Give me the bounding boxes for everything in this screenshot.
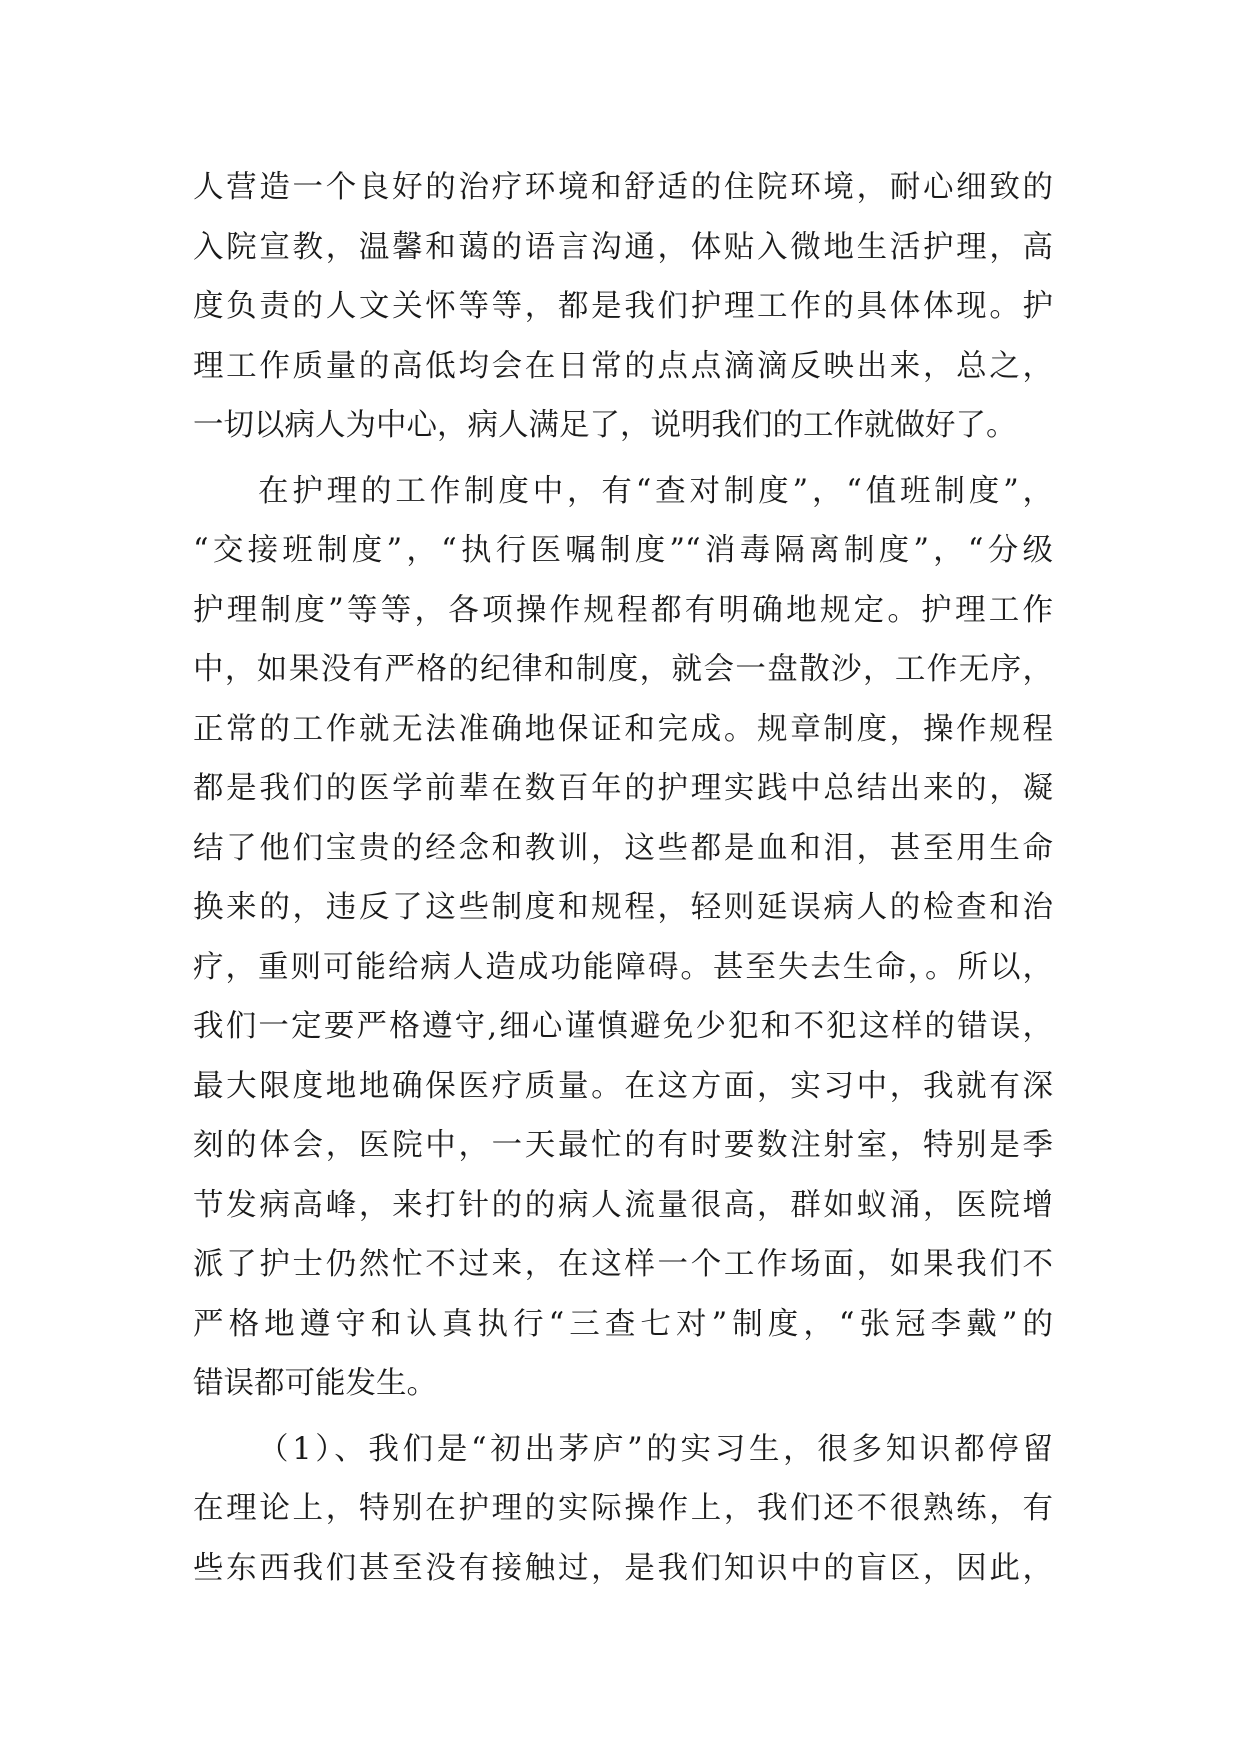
text-line: 理工作质量的高低均会在日常的点点滴滴反映出来，总之， xyxy=(193,348,1053,384)
text-line: 节发病高峰，来打针的的病人流量很高，群如蚁涌，医院增 xyxy=(193,1187,1053,1223)
paragraph xyxy=(193,462,1053,1414)
text-line: 些东西我们甚至没有接触过，是我们知识中的盲区，因此， xyxy=(193,1550,1053,1586)
text-line: 我们一定要严格遵守,细心谨慎避免少犯和不犯这样的错误， xyxy=(193,1009,1053,1044)
text-line: （1）、我们是“初出茅庐”的实习生，很多知识都停留 xyxy=(258,1431,1053,1467)
text-line: 正常的工作就无法准确地保证和完成。规章制度，操作规程 xyxy=(193,711,1053,747)
document-body xyxy=(193,158,1053,1598)
paragraph xyxy=(193,158,1053,456)
text-line: 疗，重则可能给病人造成功能障碍。甚至失去生命，。所以， xyxy=(193,949,1053,985)
text-line: 结了他们宝贵的经念和教训，这些都是血和泪，甚至用生命 xyxy=(193,830,1053,866)
text-line: 度负责的人文关怀等等，都是我们护理工作的具体体现。护 xyxy=(193,289,1053,324)
text-line: 错误都可能发生。 xyxy=(193,1366,437,1401)
text-line: 最大限度地地确保医疗质量。在这方面，实习中，我就有深 xyxy=(193,1068,1053,1104)
text-line: 护理制度”等等，各项操作规程都有明确地规定。护理工作 xyxy=(193,592,1053,628)
text-line: 人营造一个良好的治疗环境和舒适的住院环境，耐心细致的 xyxy=(193,170,1053,205)
text-line: 派了护士仍然忙不过来，在这样一个工作场面，如果我们不 xyxy=(193,1247,1053,1282)
text-line: 严格地遵守和认真执行“三查七对”制度，“张冠李戴”的 xyxy=(193,1306,1053,1342)
text-line: 中，如果没有严格的纪律和制度，就会一盘散沙，工作无序， xyxy=(193,652,1053,687)
text-line: 换来的，违反了这些制度和规程，轻则延误病人的检查和治 xyxy=(193,890,1053,925)
text-line: 刻的体会，医院中，一天最忙的有时要数注射室，特别是季 xyxy=(193,1128,1053,1163)
text-line: 入院宣教，温馨和蔼的语言沟通，体贴入微地生活护理，高 xyxy=(193,229,1053,265)
paragraph xyxy=(193,1420,1053,1599)
text-line: 在理论上，特别在护理的实际操作上，我们还不很熟练，有 xyxy=(193,1491,1053,1526)
text-line: “交接班制度”，“执行医嘱制度”“消毒隔离制度”，“分级 xyxy=(193,533,1053,568)
text-line: 一切以病人为中心，病人满足了，说明我们的工作就做好了。 xyxy=(193,408,1017,443)
text-line: 在护理的工作制度中，有“查对制度”，“值班制度”， xyxy=(258,473,1053,509)
text-line: 都是我们的医学前辈在数百年的护理实践中总结出来的，凝 xyxy=(193,771,1053,806)
